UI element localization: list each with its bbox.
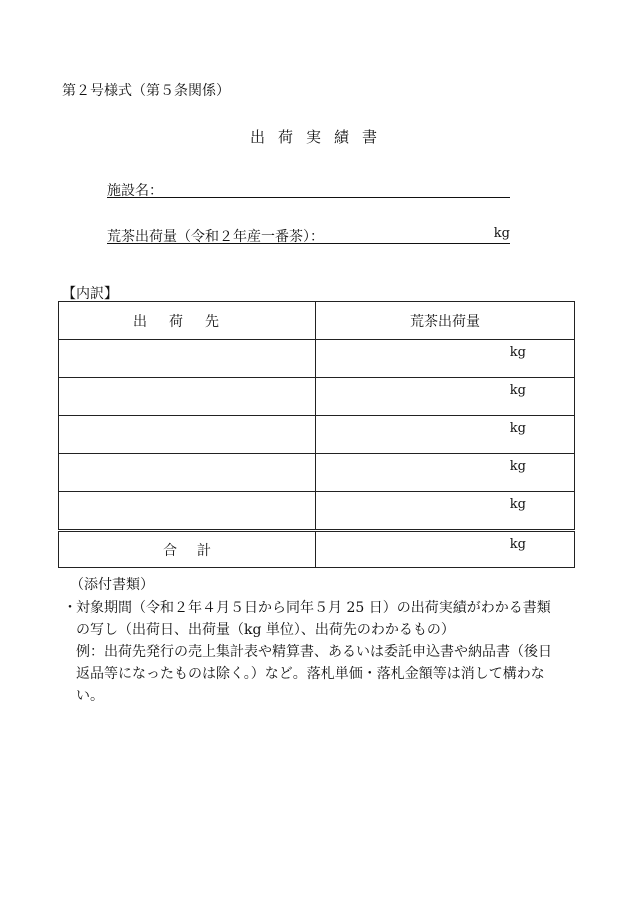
crude-tea-amount-unit: kg xyxy=(493,226,510,241)
total-amount-unit: kg xyxy=(509,537,526,552)
table-row xyxy=(59,378,575,416)
destination-cell[interactable] xyxy=(59,492,316,531)
attachments-body xyxy=(76,597,573,707)
total-row xyxy=(59,531,575,568)
attachments-heading: （添付書類） xyxy=(70,577,154,593)
table-row xyxy=(59,492,575,531)
amount-cell[interactable] xyxy=(316,416,575,454)
facility-name-underline xyxy=(107,197,510,198)
table-row xyxy=(59,416,575,454)
facility-name-field[interactable] xyxy=(107,180,510,200)
facility-name-label: 施設名： xyxy=(107,183,163,199)
destination-cell[interactable] xyxy=(59,378,316,416)
amount-unit: kg xyxy=(509,421,526,436)
amount-cell[interactable] xyxy=(316,492,575,531)
table-row xyxy=(59,340,575,378)
breakdown-label: 【内訳】 xyxy=(62,286,118,302)
header-amount: 荒茶出荷量 xyxy=(316,302,575,340)
breakdown-table xyxy=(58,301,575,568)
note-line: 対象期間（令和２年４月５日から同年５月 25 日）の出荷実績がわかる書類 xyxy=(76,600,551,616)
crude-tea-amount-label: 荒茶出荷量（令和２年産一番茶）： xyxy=(107,229,324,245)
note-line: い。 xyxy=(76,688,104,704)
note-line: 返品等になったものは除く。）など。落札単価・落札金額等は消して構わな xyxy=(76,666,545,682)
amount-unit: kg xyxy=(509,497,526,512)
document-title: 出荷実績書 xyxy=(249,128,390,146)
table-row xyxy=(59,454,575,492)
attachments-notes xyxy=(63,597,573,707)
bullet-mark: ・ xyxy=(63,600,77,616)
crude-tea-amount-field[interactable] xyxy=(107,226,510,246)
total-amount-cell[interactable] xyxy=(316,531,575,568)
amount-cell[interactable] xyxy=(316,340,575,378)
destination-cell[interactable] xyxy=(59,416,316,454)
header-destination: 出荷先 xyxy=(59,302,316,340)
amount-unit: kg xyxy=(509,345,526,360)
crude-tea-amount-underline xyxy=(107,243,510,244)
amount-cell[interactable] xyxy=(316,378,575,416)
destination-cell[interactable] xyxy=(59,340,316,378)
note-line: の写し（出荷日、出荷量（kg 単位）、出荷先のわかるもの） xyxy=(76,622,455,638)
note-line: 例：出荷先発行の売上集計表や精算書、あるいは委託申込書や納品書（後日 xyxy=(76,644,552,660)
amount-unit: kg xyxy=(509,459,526,474)
form-number: 第２号様式（第５条関係） xyxy=(62,83,230,99)
amount-unit: kg xyxy=(509,383,526,398)
destination-cell[interactable] xyxy=(59,454,316,492)
table-header-row xyxy=(59,302,575,340)
amount-cell[interactable] xyxy=(316,454,575,492)
total-label: 合計 xyxy=(59,531,316,568)
